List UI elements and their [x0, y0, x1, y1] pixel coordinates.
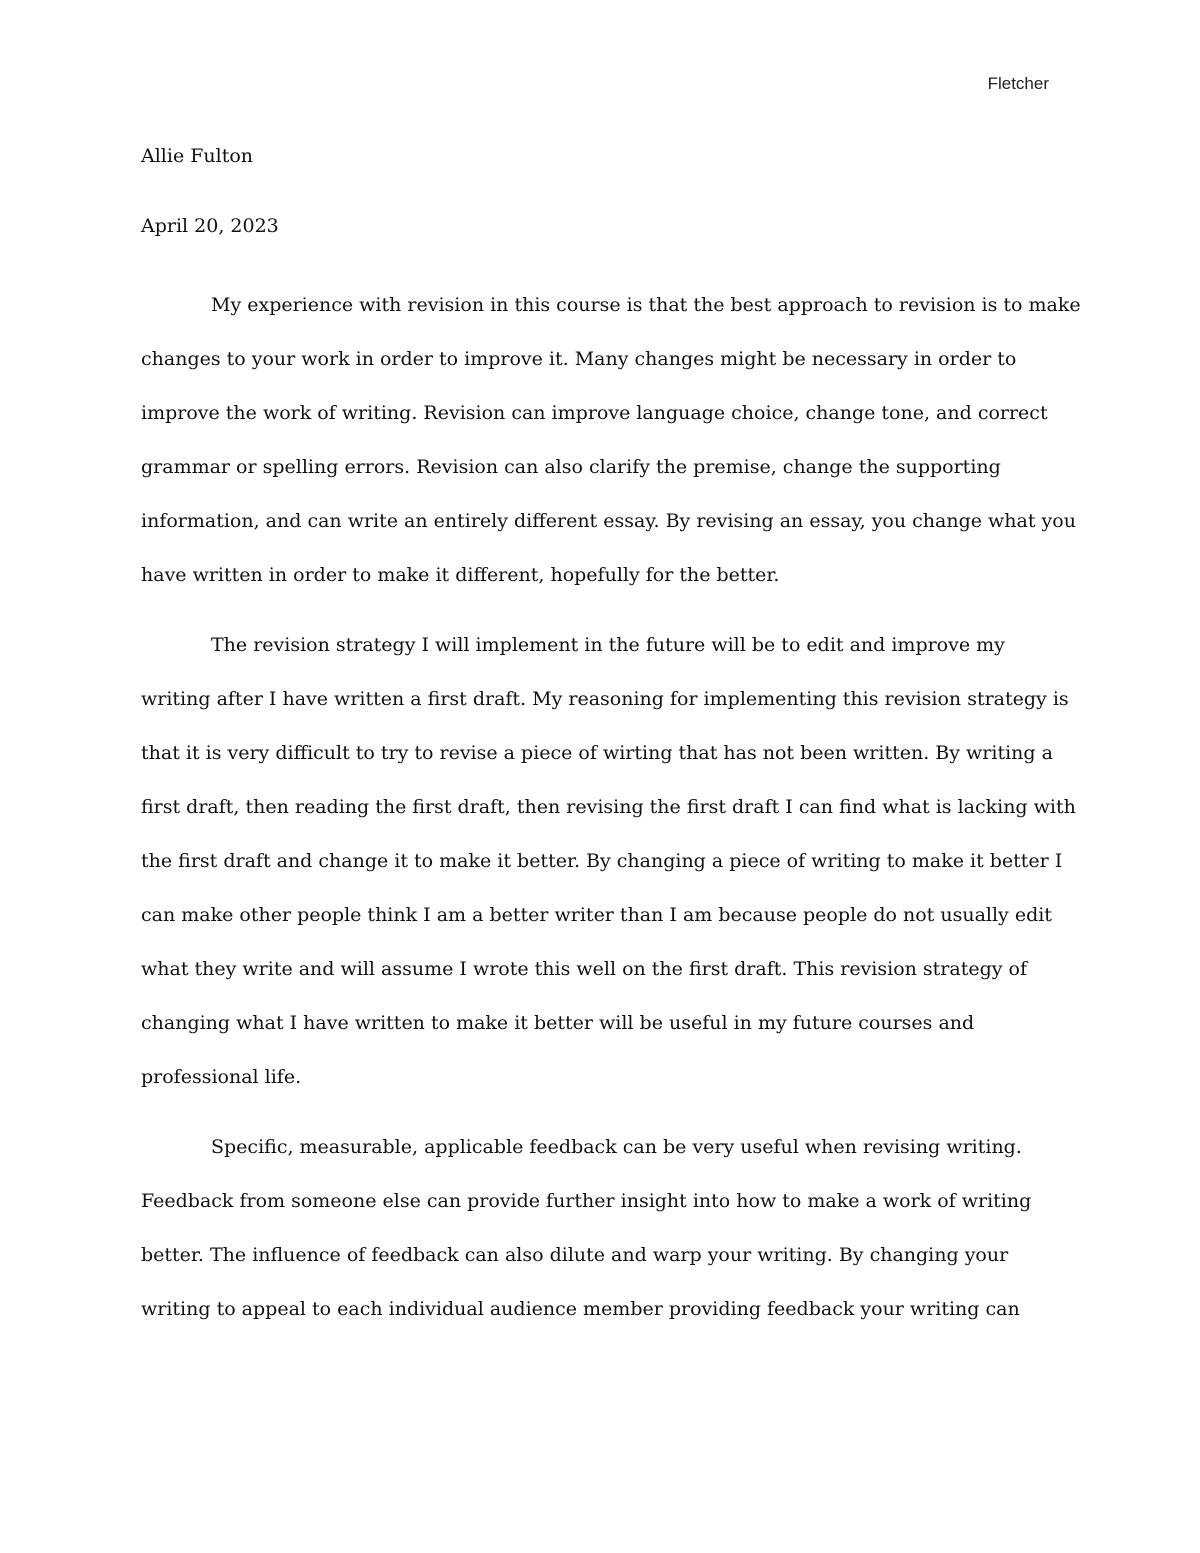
- paragraph-3: [141, 1120, 1061, 1336]
- paragraph-line: changing what I have written to make it better will be useful in my future courses and: [141, 1012, 975, 1034]
- paragraph-line: changes to your work in order to improve it. Many changes might be necessary in order to: [141, 348, 1017, 370]
- paragraph-line: better. The influence of feedback can also dilute and warp your writing. By changing your: [141, 1244, 1009, 1266]
- document-date: April 20, 2023: [141, 215, 279, 237]
- paragraph-line: have written in order to make it different, hopefully for the better.: [141, 564, 780, 586]
- paragraph-line: first draft, then reading the first draft, then revising the first draft I can find what is lacking with: [141, 796, 1076, 818]
- paragraph-line: the first draft and change it to make it better. By changing a piece of writing to make it better I: [141, 850, 1063, 872]
- paragraph-line: information, and can write an entirely different essay. By revising an essay, you change what you: [141, 510, 1076, 532]
- paragraph-spacer: [141, 602, 1061, 618]
- paragraph-line: improve the work of writing. Revision can improve language choice, change tone, and correct: [141, 402, 1048, 424]
- paragraph-line: grammar or spelling errors. Revision can also clarify the premise, change the supporting: [141, 456, 1001, 478]
- paragraph-line: what they write and will assume I wrote this well on the first draft. This revision strategy of: [141, 958, 1027, 980]
- paragraph-line: writing to appeal to each individual audience member providing feedback your writing can: [141, 1298, 1020, 1320]
- paragraph-line: Feedback from someone else can provide further insight into how to make a work of writing: [141, 1190, 1032, 1212]
- paragraph-line: Specific, measurable, applicable feedback can be very useful when revising writing.: [211, 1136, 1022, 1158]
- paragraph-2: [141, 618, 1076, 1104]
- paragraph-1: [141, 278, 1081, 602]
- paragraph-line: The revision strategy I will implement in the future will be to edit and improve my: [211, 634, 1005, 656]
- document-body: [141, 138, 1081, 1336]
- paragraph-line: professional life.: [141, 1066, 302, 1088]
- paragraph-line: writing after I have written a first draft. My reasoning for implementing this revision strategy is: [141, 688, 1069, 710]
- running-header: Fletcher: [987, 74, 1049, 93]
- author-name: Allie Fulton: [141, 145, 254, 167]
- paragraph-spacer: [141, 1104, 1061, 1120]
- paragraph-line: can make other people think I am a better writer than I am because people do not usually edit: [141, 904, 1052, 926]
- paragraph-line: My experience with revision in this course is that the best approach to revision is to make: [211, 294, 1081, 316]
- paragraph-line: that it is very difficult to try to revise a piece of wirting that has not been written. By writing a: [141, 742, 1053, 764]
